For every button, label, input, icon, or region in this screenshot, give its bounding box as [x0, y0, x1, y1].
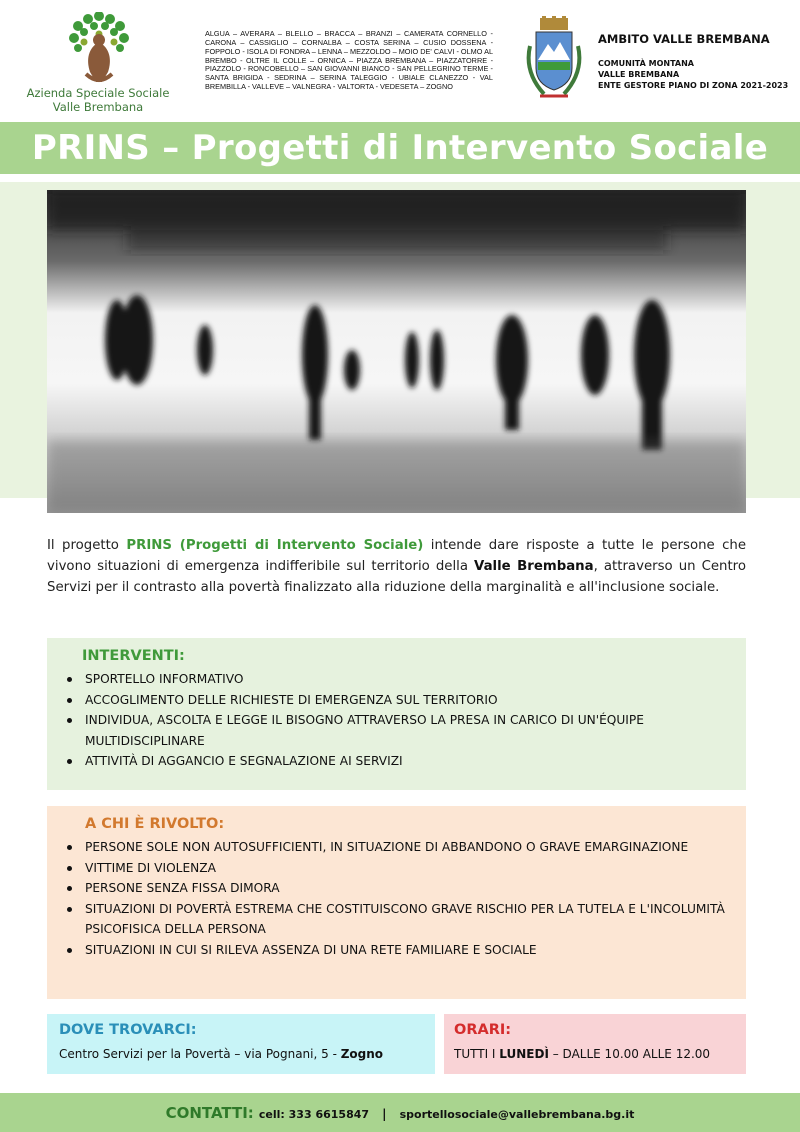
orari-post: – DALLE 10.00 ALLE 12.00	[548, 1047, 711, 1061]
list-item: SPORTELLO INFORMATIVO	[47, 669, 746, 690]
dove-trovarci-box	[47, 1014, 435, 1074]
coat-of-arms-icon	[522, 16, 586, 104]
cm-line1: COMUNITÀ MONTANA	[598, 59, 694, 68]
dove-address	[59, 1047, 423, 1061]
intro-p2: intende dare risposte a tutte le persone che vivono situazioni di emergenza indifferibile sul territorio della	[47, 538, 746, 574]
orari-text	[454, 1047, 736, 1061]
intro-paragraph	[47, 535, 746, 598]
address-town: Zogno	[340, 1047, 384, 1061]
contacts-label: CONTATTI:	[165, 1104, 254, 1122]
list-item: ATTIVITÀ DI AGGANCIO E SEGNALAZIONE AI SERVIZI	[47, 751, 746, 772]
header	[0, 0, 800, 118]
address-text: Centro Servizi per la Povertà – via Pognani, 5 -	[59, 1047, 341, 1061]
contacts-phone[interactable]: cell: 333 6615847	[258, 1108, 370, 1121]
interventi-list	[47, 669, 746, 772]
interventi-box	[47, 638, 746, 790]
list-item: ACCOGLIMENTO DELLE RICHIESTE DI EMERGENZA SUL TERRITORIO	[47, 690, 746, 711]
dove-heading: DOVE TROVARCI:	[59, 1022, 197, 1038]
cm-line2: VALLE BREMBANA	[598, 70, 680, 79]
contacts-band	[0, 1093, 800, 1132]
rivolto-heading: A CHI È RIVOLTO:	[85, 816, 225, 832]
comunita-montana-block	[598, 58, 788, 91]
org-name-line2: Valle Brembana	[52, 100, 144, 114]
list-item: SITUAZIONI DI POVERTÀ ESTREMA CHE COSTITUISCONO GRAVE RISCHIO PER LA TUTELA E L'INCOLUMITÀ PSICOFISICA DELLA PERSONA	[47, 899, 746, 940]
list-item: INDIVIDUA, ASCOLTA E LEGGE IL BISOGNO ATTRAVERSO LA PRESA IN CARICO DI UN'ÉQUIPE MULTIDISCIPLINARE	[47, 710, 746, 751]
orari-day: LUNEDÌ	[499, 1047, 549, 1061]
rivolto-box	[47, 806, 746, 999]
interventi-heading: INTERVENTI:	[82, 648, 185, 664]
list-item: PERSONE SENZA FISSA DIMORA	[47, 878, 746, 899]
ambito-title: AMBITO VALLE BREMBANA	[598, 32, 770, 46]
list-item: VITTIME DI VIOLENZA	[47, 858, 746, 879]
contacts-email[interactable]: sportellosociale@vallebrembana.bg.it	[399, 1108, 635, 1121]
orari-heading: ORARI:	[454, 1022, 512, 1038]
cm-line3: ENTE GESTORE PIANO DI ZONA 2021-2023	[598, 81, 789, 90]
tree-person-logo-icon	[66, 12, 132, 84]
org-name-line1: Azienda Speciale Sociale	[26, 86, 170, 100]
intro-place: Valle Brembana	[474, 559, 594, 574]
orari-box	[444, 1014, 746, 1074]
intro-highlight: PRINS (Progetti di Intervento Sociale)	[126, 538, 424, 553]
title-band	[0, 122, 800, 174]
page-title: PRINS – Progetti di Intervento Sociale	[31, 128, 769, 168]
contacts-separator: |	[382, 1107, 387, 1121]
photo-illustration	[47, 190, 746, 513]
list-item: SITUAZIONI IN CUI SI RILEVA ASSENZA DI UNA RETE FAMILIARE E SOCIALE	[47, 940, 746, 961]
rivolto-list	[47, 837, 746, 960]
intro-p1: Il progetto	[47, 538, 127, 553]
list-item: PERSONE SOLE NON AUTOSUFFICIENTI, IN SITUAZIONE DI ABBANDONO O GRAVE EMARGINAZIONE	[47, 837, 746, 858]
orari-pre: TUTTI I	[454, 1047, 500, 1061]
intro-p3: , attraverso un Centro Servizi per il contrasto alla povertà finalizzato alla riduzione della marginalità e all'inclusione sociale.	[47, 559, 746, 595]
azienda-logo	[14, 10, 182, 114]
municipalities-list: ALGUA – AVERARA – BLELLO – BRACCA – BRANZI – CAMERATA CORNELLO - CARONA – CASSIGLIO – CORNALBA – COSTA SERINA – CUSIO DOSSENA - FOPPOLO - ISOLA DI FONDRA – LENNA – MEZZOLDO – MOIO DE' CALVI - OLMO AL BREMBO - OLTRE IL COLLE – ORNICA – PIAZZA BREMBANA – PIAZZATORRE - PIAZZOLO - RONCOBELLO – SAN GIOVANNI BIANCO - SAN PELLEGRINO TERME - SANTA BRIGIDA - SEDRINA – SERINA TALEGGIO - UBIALE CLANEZZO - VAL BREMBILLA - VALLEVE – VALNEGRA - VALTORTA - VEDESETA – ZOGNO	[205, 29, 493, 92]
blurred-crowd-photo	[47, 190, 746, 513]
